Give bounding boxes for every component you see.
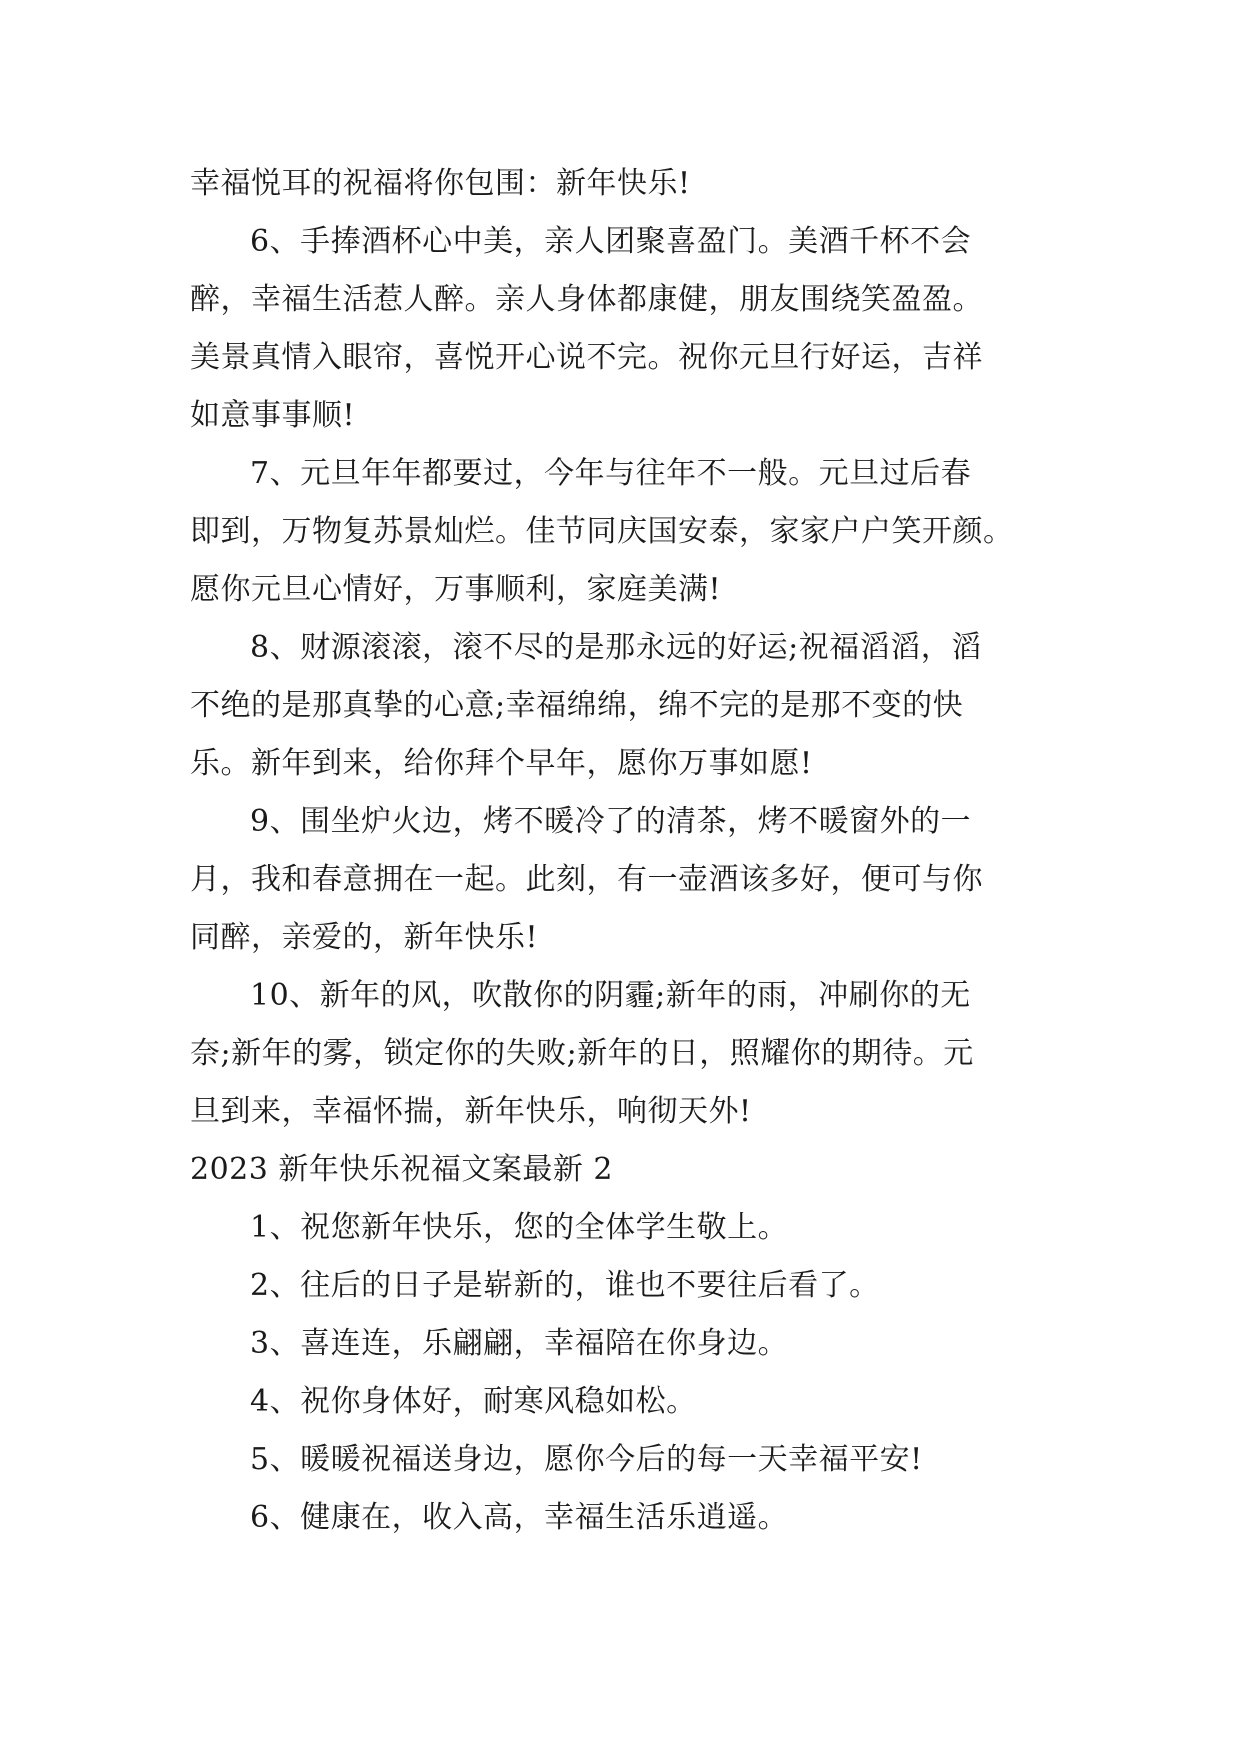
text-line: 醉，幸福生活惹人醉。亲人身体都康健，朋友围绕笑盈盈。 bbox=[190, 282, 983, 317]
text-line: 4、祝你身体好，耐寒风稳如松。 bbox=[250, 1384, 697, 1419]
text-line: 3、喜连连，乐翩翩，幸福陪在你身边。 bbox=[250, 1326, 789, 1361]
text-line: 美景真情入眼帘，喜悦开心说不完。祝你元旦行好运，吉祥 bbox=[190, 340, 983, 375]
text-line: 同醉，亲爱的，新年快乐! bbox=[190, 920, 539, 955]
text-line: 8、财源滚滚，滚不尽的是那永远的好运;祝福滔滔，滔 bbox=[250, 630, 982, 665]
text-line: 奈;新年的雾，锁定你的失败;新年的日，照耀你的期待。元 bbox=[190, 1036, 974, 1071]
text-line: 乐。新年到来，给你拜个早年，愿你万事如愿! bbox=[190, 746, 813, 781]
text-line: 10、新年的风，吹散你的阴霾;新年的雨，冲刷你的无 bbox=[250, 978, 971, 1013]
document-body bbox=[190, 155, 1070, 1547]
section-heading: 2023 新年快乐祝福文案最新 2 bbox=[190, 1152, 614, 1187]
text-line: 6、健康在，收入高，幸福生活乐逍遥。 bbox=[250, 1500, 789, 1535]
text-line: 不绝的是那真挚的心意;幸福绵绵，绵不完的是那不变的快 bbox=[190, 688, 964, 723]
text-line: 9、围坐炉火边，烤不暖冷了的清茶，烤不暖窗外的一 bbox=[250, 804, 972, 839]
text-line: 如意事事顺! bbox=[190, 398, 356, 433]
text-line: 幸福悦耳的祝福将你包围：新年快乐! bbox=[190, 166, 691, 201]
text-line: 7、元旦年年都要过，今年与往年不一般。元旦过后春 bbox=[250, 456, 972, 491]
text-line: 1、祝您新年快乐，您的全体学生敬上。 bbox=[250, 1210, 789, 1245]
text-line: 月，我和春意拥在一起。此刻，有一壶酒该多好，便可与你 bbox=[190, 862, 983, 897]
text-line: 6、手捧酒杯心中美，亲人团聚喜盈门。美酒千杯不会 bbox=[250, 224, 972, 259]
text-line: 5、暖暖祝福送身边，愿你今后的每一天幸福平安! bbox=[250, 1442, 923, 1477]
text-line: 即到，万物复苏景灿烂。佳节同庆国安泰，家家户户笑开颜。 bbox=[190, 514, 1014, 549]
text-line: 2、往后的日子是崭新的，谁也不要往后看了。 bbox=[250, 1268, 880, 1303]
text-line: 旦到来，幸福怀揣，新年快乐，响彻天外! bbox=[190, 1094, 752, 1129]
text-line: 愿你元旦心情好，万事顺利，家庭美满! bbox=[190, 572, 722, 607]
